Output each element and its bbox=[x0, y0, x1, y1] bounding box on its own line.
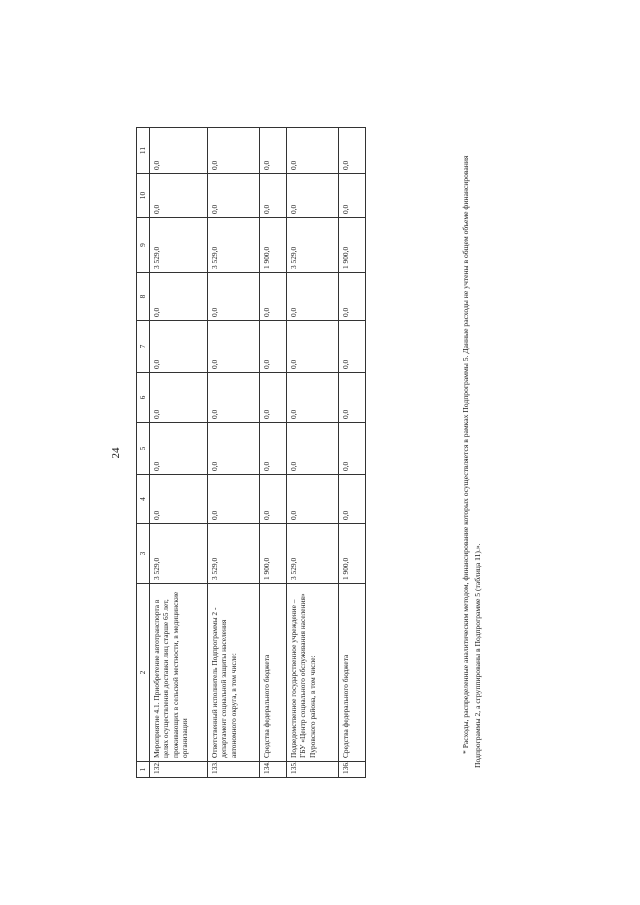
value-cell: 0,0 bbox=[287, 321, 339, 373]
table-row bbox=[260, 128, 287, 778]
value-cell: 0,0 bbox=[260, 174, 287, 218]
value-cell: 0,0 bbox=[287, 475, 339, 524]
value-cell: 0,0 bbox=[150, 174, 208, 218]
row-description-cell: Подведомственное государственное учреждение – ГБУ «Центр социального обслуживания населения» Пуровского района, в том числе: bbox=[287, 584, 339, 762]
value-cell: 0,0 bbox=[150, 373, 208, 423]
table-row bbox=[339, 128, 366, 778]
value-cell: 3 529,0 bbox=[208, 524, 260, 584]
column-header: 9 bbox=[137, 218, 150, 273]
row-number-cell: 135. bbox=[287, 762, 339, 778]
column-header: 10 bbox=[137, 174, 150, 218]
value-cell: 3 529,0 bbox=[150, 218, 208, 273]
value-cell: 0,0 bbox=[287, 373, 339, 423]
column-header: 7 bbox=[137, 321, 150, 373]
table-row bbox=[208, 128, 260, 778]
value-cell: 0,0 bbox=[150, 423, 208, 475]
value-cell: 0,0 bbox=[339, 475, 366, 524]
value-cell: 0,0 bbox=[287, 273, 339, 321]
value-cell: 3 529,0 bbox=[208, 218, 260, 273]
value-cell: 0,0 bbox=[339, 128, 366, 174]
page-number: 24 bbox=[110, 447, 122, 459]
value-cell: 0,0 bbox=[339, 423, 366, 475]
value-cell: 0,0 bbox=[150, 128, 208, 174]
value-cell: 0,0 bbox=[260, 475, 287, 524]
value-cell: 3 529,0 bbox=[287, 524, 339, 584]
table-header-row bbox=[137, 128, 150, 778]
table-row bbox=[287, 128, 339, 778]
row-description-cell: Средства федерального бюджета bbox=[339, 584, 366, 762]
row-description-cell: Средства федерального бюджета bbox=[260, 584, 287, 762]
value-cell: 0,0 bbox=[208, 128, 260, 174]
column-header: 2 bbox=[137, 584, 150, 762]
value-cell: 0,0 bbox=[287, 128, 339, 174]
row-number-cell: 134. bbox=[260, 762, 287, 778]
value-cell: 0,0 bbox=[260, 273, 287, 321]
column-header: 5 bbox=[137, 423, 150, 475]
value-cell: 1 900,0 bbox=[339, 218, 366, 273]
rotated-content bbox=[110, 113, 530, 793]
value-cell: 0,0 bbox=[208, 475, 260, 524]
value-cell: 0,0 bbox=[208, 321, 260, 373]
footnote: * Расходы, распределенные аналитическим методом, финансирование которых осуществляется в рамках Подпрограммы 5. Данные расходы не учтены в общем объеме финансирования Подпрограммы 2, а сгруппированы в Подпрограмме 5 (таблица 11).». bbox=[461, 155, 482, 768]
value-cell: 0,0 bbox=[150, 475, 208, 524]
row-description-cell: Ответственный исполнитель Подпрограммы 2 - департамент социальной защиты населения автономного округа, в том числе: bbox=[208, 584, 260, 762]
row-number-cell: 133. bbox=[208, 762, 260, 778]
column-header: 1 bbox=[137, 762, 150, 778]
value-cell: 1 900,0 bbox=[260, 218, 287, 273]
value-cell: 0,0 bbox=[339, 174, 366, 218]
value-cell: 0,0 bbox=[150, 321, 208, 373]
row-number-cell: 136. bbox=[339, 762, 366, 778]
value-cell: 0,0 bbox=[260, 423, 287, 475]
row-description-cell: Мероприятие 4.1. Приобретение автотранспорта в целях осуществления доставки лиц старше 65 лет, проживающих в сельской местности, в медицинские организации bbox=[150, 584, 208, 762]
value-cell: 3 529,0 bbox=[150, 524, 208, 584]
value-cell: 3 529,0 bbox=[287, 218, 339, 273]
value-cell: 0,0 bbox=[208, 174, 260, 218]
value-cell: 0,0 bbox=[339, 321, 366, 373]
value-cell: 0,0 bbox=[339, 373, 366, 423]
value-cell: 1 900,0 bbox=[339, 524, 366, 584]
column-header: 6 bbox=[137, 373, 150, 423]
column-header: 4 bbox=[137, 475, 150, 524]
row-number-cell: 132. bbox=[150, 762, 208, 778]
value-cell: 0,0 bbox=[260, 321, 287, 373]
value-cell: 0,0 bbox=[287, 423, 339, 475]
value-cell: 1 900,0 bbox=[260, 524, 287, 584]
table-body bbox=[150, 128, 366, 778]
column-header: 3 bbox=[137, 524, 150, 584]
budget-table bbox=[136, 127, 366, 778]
value-cell: 0,0 bbox=[208, 373, 260, 423]
value-cell: 0,0 bbox=[260, 373, 287, 423]
column-header: 11 bbox=[137, 128, 150, 174]
value-cell: 0,0 bbox=[208, 273, 260, 321]
table-row bbox=[150, 128, 208, 778]
value-cell: 0,0 bbox=[150, 273, 208, 321]
value-cell: 0,0 bbox=[339, 273, 366, 321]
column-header: 8 bbox=[137, 273, 150, 321]
value-cell: 0,0 bbox=[208, 423, 260, 475]
value-cell: 0,0 bbox=[287, 174, 339, 218]
value-cell: 0,0 bbox=[260, 128, 287, 174]
